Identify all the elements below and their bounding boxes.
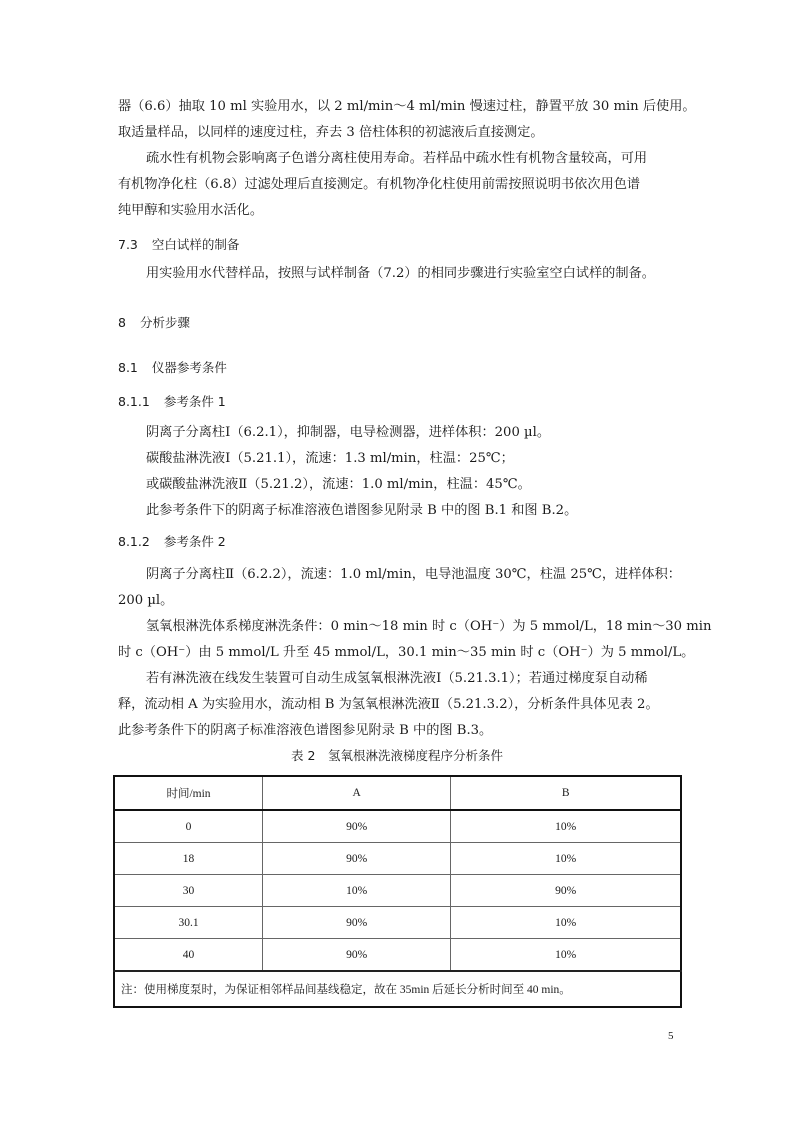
text-line: 器（6.6）抽取 10 ml 实验用水，以 2 ml/min～4 ml/min 慢速过柱，静置平放 30 min 后使用。	[118, 99, 696, 114]
text-line: 此参考条件下的阴离子标准溶液色谱图参见附录 B 中的图 B.1 和图 B.2。	[146, 503, 578, 518]
cell-b: 90%	[451, 875, 681, 907]
table-row	[114, 939, 681, 972]
section-heading-7-3	[118, 235, 239, 253]
table-row	[114, 875, 681, 907]
text-line: 或碳酸盐淋洗液Ⅱ（5.21.2），流速：1.0 ml/min，柱温：45℃。	[146, 477, 531, 492]
text-line: 200 µl。	[118, 593, 174, 608]
table-row	[114, 907, 681, 939]
cell-a: 90%	[263, 843, 451, 875]
gradient-program-table	[113, 775, 682, 1008]
text-line: 纯甲醇和实验用水活化。	[118, 203, 264, 218]
section-title: 参考条件 2	[163, 534, 226, 549]
column-header-a: A	[263, 776, 451, 810]
cell-b: 10%	[451, 843, 681, 875]
cell-b: 10%	[451, 907, 681, 939]
section-title: 参考条件 1	[163, 394, 226, 409]
section-number: 8.1.2	[118, 534, 150, 549]
text-line: 释，流动相 A 为实验用水，流动相 B 为氢氧根淋洗液Ⅱ（5.21.3.2），分析条件具体见表 2。	[118, 697, 659, 712]
section-number: 8.1	[118, 360, 138, 375]
cell-b: 10%	[451, 939, 681, 972]
cell-time: 30	[114, 875, 263, 907]
text-line: 阴离子分离柱Ⅰ（6.2.1），抑制器，电导检测器，进样体积：200 µl。	[146, 425, 551, 440]
text-line: 氢氧根淋洗体系梯度淋洗条件：0 min～18 min 时 c（OH⁻）为 5 mmol/L，18 min～30 min	[146, 619, 712, 634]
cell-b: 10%	[451, 810, 681, 843]
table-note: 注：使用梯度泵时，为保证相邻样品间基线稳定，故在 35min 后延长分析时间至 40 min。	[114, 971, 681, 1007]
cell-time: 0	[114, 810, 263, 843]
cell-a: 90%	[263, 907, 451, 939]
section-title: 空白试样的制备	[151, 237, 240, 252]
table-note-row	[114, 971, 681, 1007]
text-line: 时 c（OH⁻）由 5 mmol/L 升至 45 mmol/L，30.1 min～35 min 时 c（OH⁻）为 5 mmol/L。	[118, 645, 695, 660]
text-line: 取适量样品，以同样的速度过柱，弃去 3 倍柱体积的初滤液后直接测定。	[118, 125, 544, 140]
table-caption: 表 2 氢氧根淋洗液梯度程序分析条件	[291, 748, 503, 763]
cell-a: 10%	[263, 875, 451, 907]
cell-time: 30.1	[114, 907, 263, 939]
table-row	[114, 810, 681, 843]
section-heading-8-1	[118, 358, 227, 376]
table-header-row	[114, 776, 681, 810]
cell-a: 90%	[263, 939, 451, 972]
section-title: 分析步骤	[139, 315, 190, 330]
section-number: 8	[118, 315, 126, 330]
table-row	[114, 843, 681, 875]
column-header-time: 时间/min	[114, 776, 263, 810]
section-heading-8-1-1	[118, 392, 226, 410]
section-heading-8	[118, 313, 190, 331]
cell-time: 40	[114, 939, 263, 972]
text-line: 疏水性有机物会影响离子色谱分离柱使用寿命。若样品中疏水性有机物含量较高，可用	[146, 151, 648, 166]
section-title: 仪器参考条件	[151, 360, 227, 375]
text-line: 若有淋洗液在线发生装置可自动生成氢氧根淋洗液Ⅰ（5.21.3.1）；若通过梯度泵自动稀	[146, 671, 648, 686]
paragraph-blank-sample: 用实验用水代替样品，按照与试样制备（7.2）的相同步骤进行实验室空白试样的制备。	[146, 266, 655, 281]
section-number: 7.3	[118, 237, 138, 252]
section-heading-8-1-2	[118, 532, 226, 550]
cell-time: 18	[114, 843, 263, 875]
text-line: 阴离子分离柱Ⅱ（6.2.2），流速：1.0 ml/min，电导池温度 30℃，柱温 25℃，进样体积：	[146, 567, 681, 582]
text-line: 有机物净化柱（6.8）过滤处理后直接测定。有机物净化柱使用前需按照说明书依次用色谱	[118, 177, 641, 192]
page-number: 5	[668, 1030, 674, 1042]
column-header-b: B	[451, 776, 681, 810]
section-number: 8.1.1	[118, 394, 150, 409]
text-line: 此参考条件下的阴离子标准溶液色谱图参见附录 B 中的图 B.3。	[118, 723, 493, 738]
text-line: 碳酸盐淋洗液Ⅰ（5.21.1），流速：1.3 ml/min，柱温：25℃；	[146, 451, 514, 466]
cell-a: 90%	[263, 810, 451, 843]
